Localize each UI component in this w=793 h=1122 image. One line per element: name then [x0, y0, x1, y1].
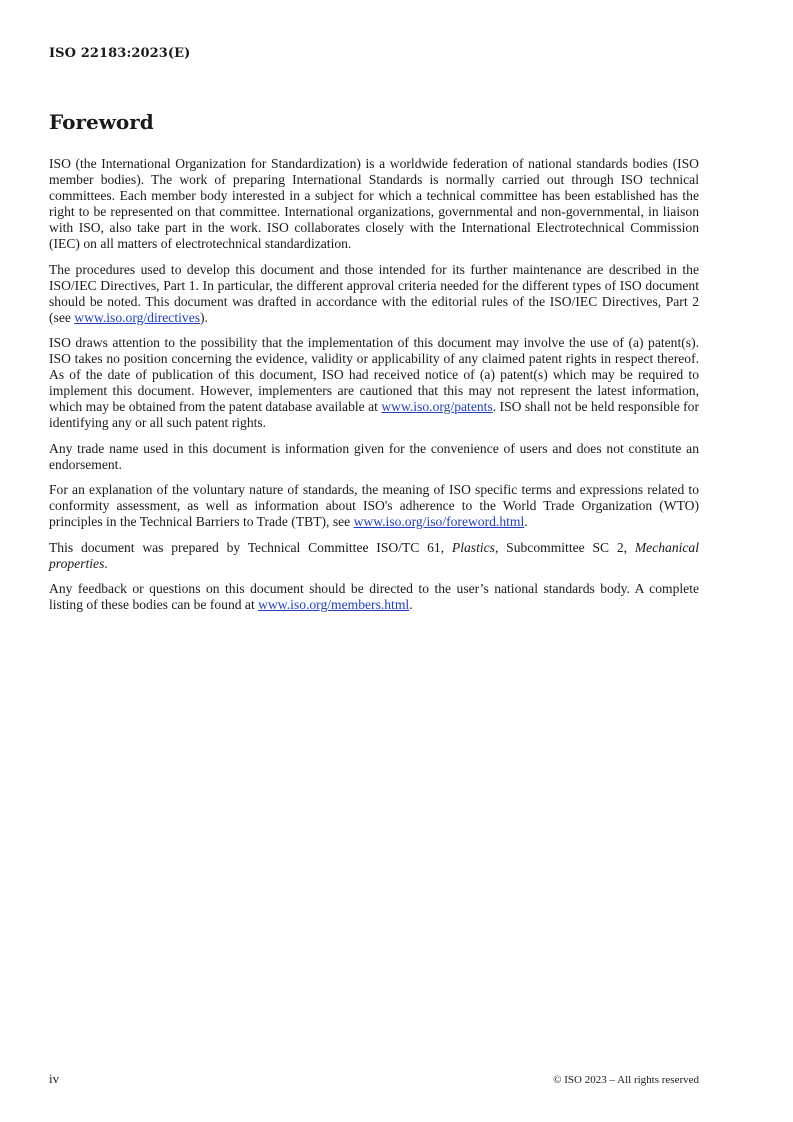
paragraph-text: ISO draws attention to the possibility that the implementation of this document may involve the use of (a) patent(s). ISO takes no position concerning the evidence, validity or applicability of any claimed patent rights in respect thereof. As of the date of publication of this document, ISO had received notice of (a) patent(s) which may be required to implement this document. However, implementers are cautioned that this may not represent the latest information, which may be obtained from the patent database available at — [49, 335, 699, 414]
page-number: iv — [49, 1071, 60, 1086]
subcommittee-name: Mechanical properties — [49, 539, 700, 571]
paragraph-text: For an explanation of the voluntary nature of standards, the meaning of ISO specific terms and expressions related to conformity assessment, as well as information about ISO's adherence to the World Trade Organization (WTO) principles in the Technical Barriers to Trade (TBT), see — [49, 482, 699, 529]
copyright-notice: © ISO 2023 – All rights reserved — [553, 1074, 699, 1086]
paragraph-iso-intro: ISO (the International Organization for Standardization) is a worldwide federation of national standards bodies (ISO member bodies). The work of preparing International Standards is normally carried out through ISO technical committees. Each member body interested in a subject for which a technical committee has been established has the right to be represented on that committee. International organizations, governmental and non-governmental, in liaison with ISO, also take part in the work. ISO collaborates closely with the International Electrotechnical Commission (IEC) on all matters of electrotechnical standardization. — [49, 156, 699, 251]
paragraph-text: , Subcommittee SC 2, — [494, 539, 635, 555]
paragraph-text: . — [104, 555, 108, 571]
paragraph-patents — [49, 335, 699, 431]
paragraph-committee — [49, 540, 699, 572]
paragraph-procedures — [49, 262, 699, 326]
page-title: Foreword — [49, 110, 154, 134]
paragraph-trade-name: Any trade name used in this document is information given for the convenience of users and does not constitute an endorsement. — [49, 440, 699, 472]
foreword-body — [49, 156, 699, 623]
link-foreword[interactable]: www.iso.org/iso/foreword.html — [353, 514, 525, 529]
document-id: ISO 22183:2023(E) — [49, 46, 191, 61]
paragraph-text: The procedures used to develop this document and those intended for its further maintenance are described in the ISO/IEC Directives, Part 1. In particular, the different approval criteria needed for the different types of ISO document should be noted. This document was drafted in accordance with the editorial rules of the ISO/IEC Directives, Part 2 (see — [49, 261, 699, 325]
paragraph-voluntary-nature — [49, 482, 699, 530]
paragraph-feedback — [49, 581, 699, 613]
committee-name: Plastics — [451, 539, 495, 555]
paragraph-text: . ISO shall not be held responsible for identifying any or all such patent rights. — [49, 399, 699, 430]
link-patents[interactable]: www.iso.org/patents — [381, 399, 493, 414]
link-members[interactable]: www.iso.org/members.html — [258, 597, 410, 612]
paragraph-text: Any feedback or questions on this document should be directed to the user’s national standards body. A complete listing of these bodies can be found at — [49, 581, 699, 612]
paragraph-text: ). — [200, 309, 208, 325]
paragraph-text: . — [524, 514, 528, 529]
paragraph-text: This document was prepared by Technical Committee ISO/TC 61, — [49, 539, 452, 555]
paragraph-text: . — [409, 597, 413, 612]
link-directives[interactable]: www.iso.org/directives — [74, 309, 201, 325]
